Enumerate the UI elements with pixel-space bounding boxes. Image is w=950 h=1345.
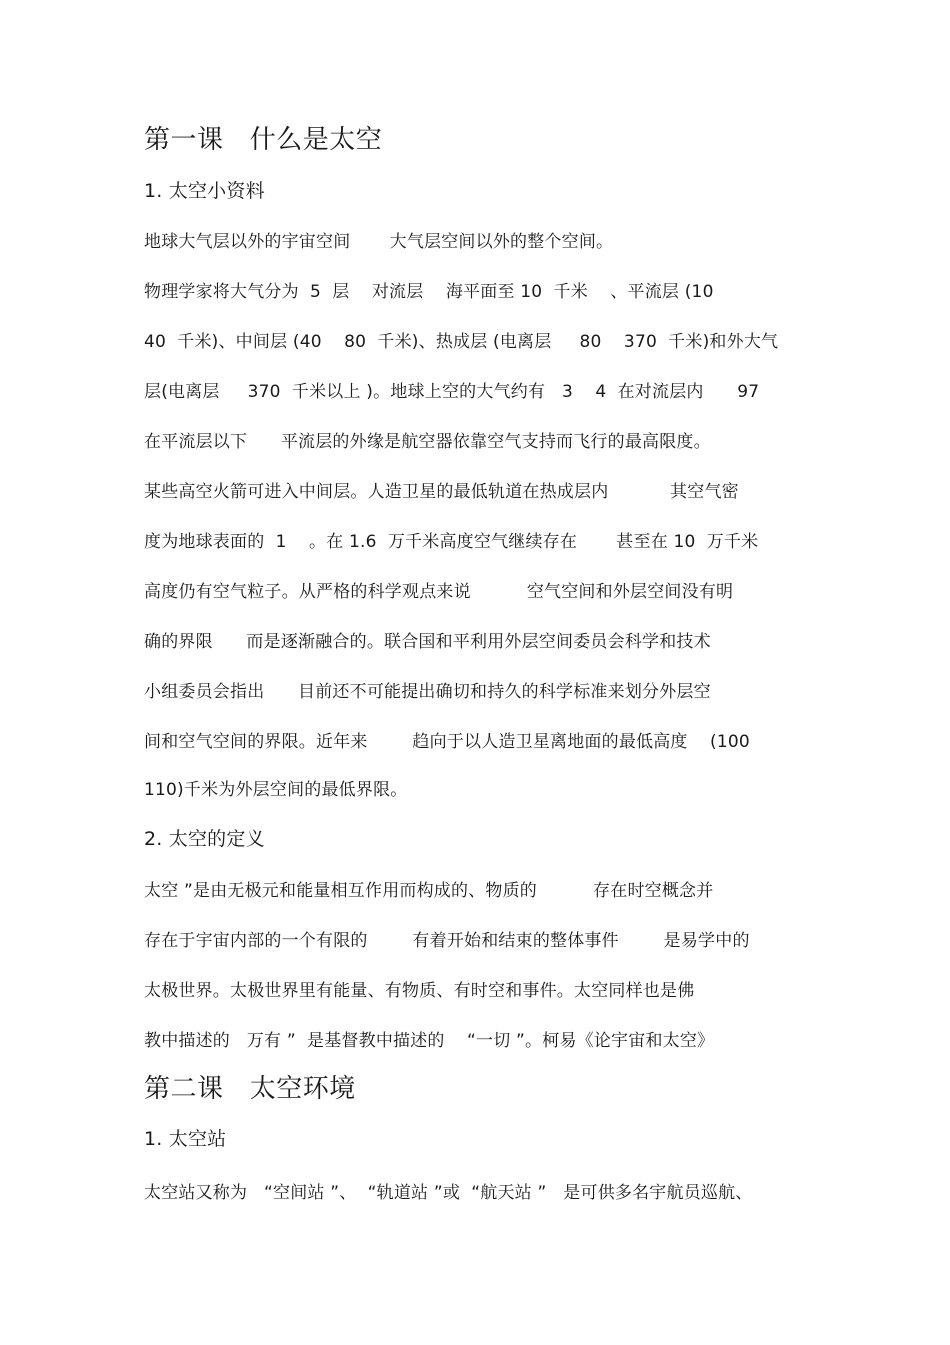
lesson-1-title: 第一课 什么是太空: [144, 125, 383, 155]
paragraph-line: 层(电离层 370 千米以上 )。地球上空的大气约有 3 4 在对流层内 97: [144, 382, 760, 402]
paragraph-line: 太空 ”是由无极元和能量相互作用而构成的、物质的 存在时空概念并: [144, 881, 714, 901]
section-1-heading: 1. 太空小资料: [144, 180, 265, 202]
lesson-2-title: 第二课 太空环境: [144, 1074, 356, 1104]
paragraph-line: 110)千米为外层空间的最低界限。: [144, 780, 408, 800]
section-2-heading: 2. 太空的定义: [144, 828, 265, 850]
paragraph-line: 度为地球表面的 1 。在 1.6 万千米高度空气继续存在 甚至在 10 万千米: [144, 532, 759, 552]
paragraph-line: 在平流层以下 平流层的外缘是航空器依靠空气支持而飞行的最高限度。: [144, 432, 711, 452]
paragraph-line: 高度仍有空气粒子。从严格的科学观点来说 空气空间和外层空间没有明: [144, 582, 734, 602]
section-heading: 1. 太空站: [144, 1128, 227, 1150]
paragraph-line: 太极世界。太极世界里有能量、有物质、有时空和事件。太空同样也是佛: [144, 981, 695, 1001]
paragraph-line: 存在于宇宙内部的一个有限的 有着开始和结束的整体事件 是易学中的: [144, 931, 750, 951]
paragraph-line: 教中描述的 万有 ” 是基督教中描述的 “一切 ”。柯易《论宇宙和太空》: [144, 1031, 715, 1051]
paragraph-line: 确的界限 而是逐渐融合的。联合国和平利用外层空间委员会科学和技术: [144, 632, 711, 652]
paragraph-line: 地球大气层以外的宇宙空间 大气层空间以外的整个空间。: [144, 232, 614, 252]
paragraph-line: 间和空气空间的界限。近年来 趋向于以人造卫星离地面的最低高度 (100: [144, 732, 750, 752]
paragraph-line: 小组委员会指出 目前还不可能提出确切和持久的科学标准来划分外层空: [144, 682, 711, 702]
paragraph-line: 物理学家将大气分为 5 层 对流层 海平面至 10 千米 、平流层 (10: [144, 282, 714, 302]
paragraph-line: 40 千米)、中间层 (40 80 千米)、热成层 (电离层 80 370 千米)和外大气: [144, 332, 779, 352]
paragraph-line: 太空站又称为 “空间站 ”、 “轨道站 ”或 “航天站 ” 是可供多名宇航员巡航、: [144, 1183, 753, 1203]
paragraph-line: 某些高空火箭可进入中间层。人造卫星的最低轨道在热成层内 其空气密: [144, 482, 739, 502]
